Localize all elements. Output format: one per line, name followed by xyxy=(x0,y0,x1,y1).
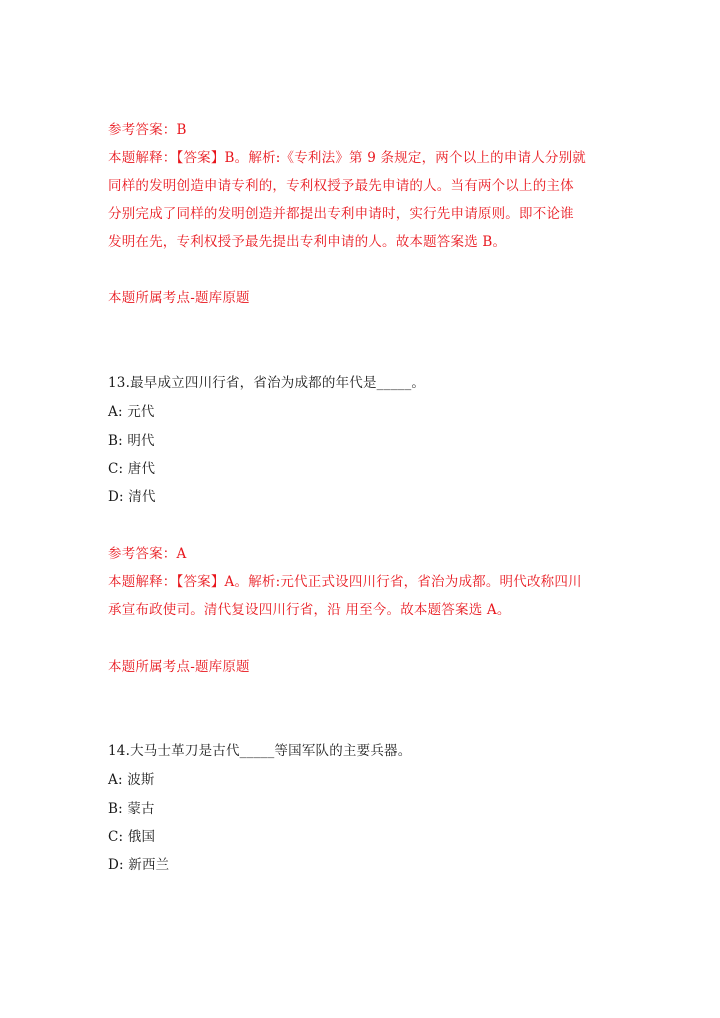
explanation-q13-line-1: 本题解释：【答案】A。解析:元代正式设四川行省，省治为成都。明代改称四川 xyxy=(108,574,582,590)
explanation-q12-line-4: 发明在先，专利权授予最先提出专利申请的人。故本题答案选 B。 xyxy=(108,234,507,250)
explanation-q12-line-2: 同样的发明创造申请专利的，专利权授予最先申请的人。当有两个以上的主体 xyxy=(108,178,574,194)
question-13: 13.最早成立四川行省，省治为成都的年代是_____。 xyxy=(108,375,426,391)
answer-q12: 参考答案：B xyxy=(108,122,187,138)
option-13-d: D: 清代 xyxy=(108,489,156,505)
option-13-b: B: 明代 xyxy=(108,433,155,449)
option-13-a: A: 元代 xyxy=(108,404,155,420)
source-q12: 本题所属考点-题库原题 xyxy=(108,290,250,306)
source-q13: 本题所属考点-题库原题 xyxy=(108,659,250,675)
option-14-d: D: 新西兰 xyxy=(108,857,170,873)
option-13-c: C: 唐代 xyxy=(108,461,156,477)
option-14-b: B: 蒙古 xyxy=(108,801,155,817)
explanation-q12-line-1: 本题解释：【答案】B。解析:《专利法》第 9 条规定，两个以上的申请人分别就 xyxy=(108,150,586,166)
question-14: 14.大马士革刀是古代_____等国军队的主要兵器。 xyxy=(108,743,412,759)
explanation-q12-line-3: 分别完成了同样的发明创造并都提出专利申请时，实行先申请原则。即不论谁 xyxy=(108,206,574,222)
answer-q13: 参考答案：A xyxy=(108,546,187,562)
option-14-a: A: 波斯 xyxy=(108,772,155,788)
explanation-q13-line-2: 承宣布政使司。清代复设四川行省，沿 用至今。故本题答案选 A。 xyxy=(108,602,511,618)
option-14-c: C: 俄国 xyxy=(108,829,156,845)
